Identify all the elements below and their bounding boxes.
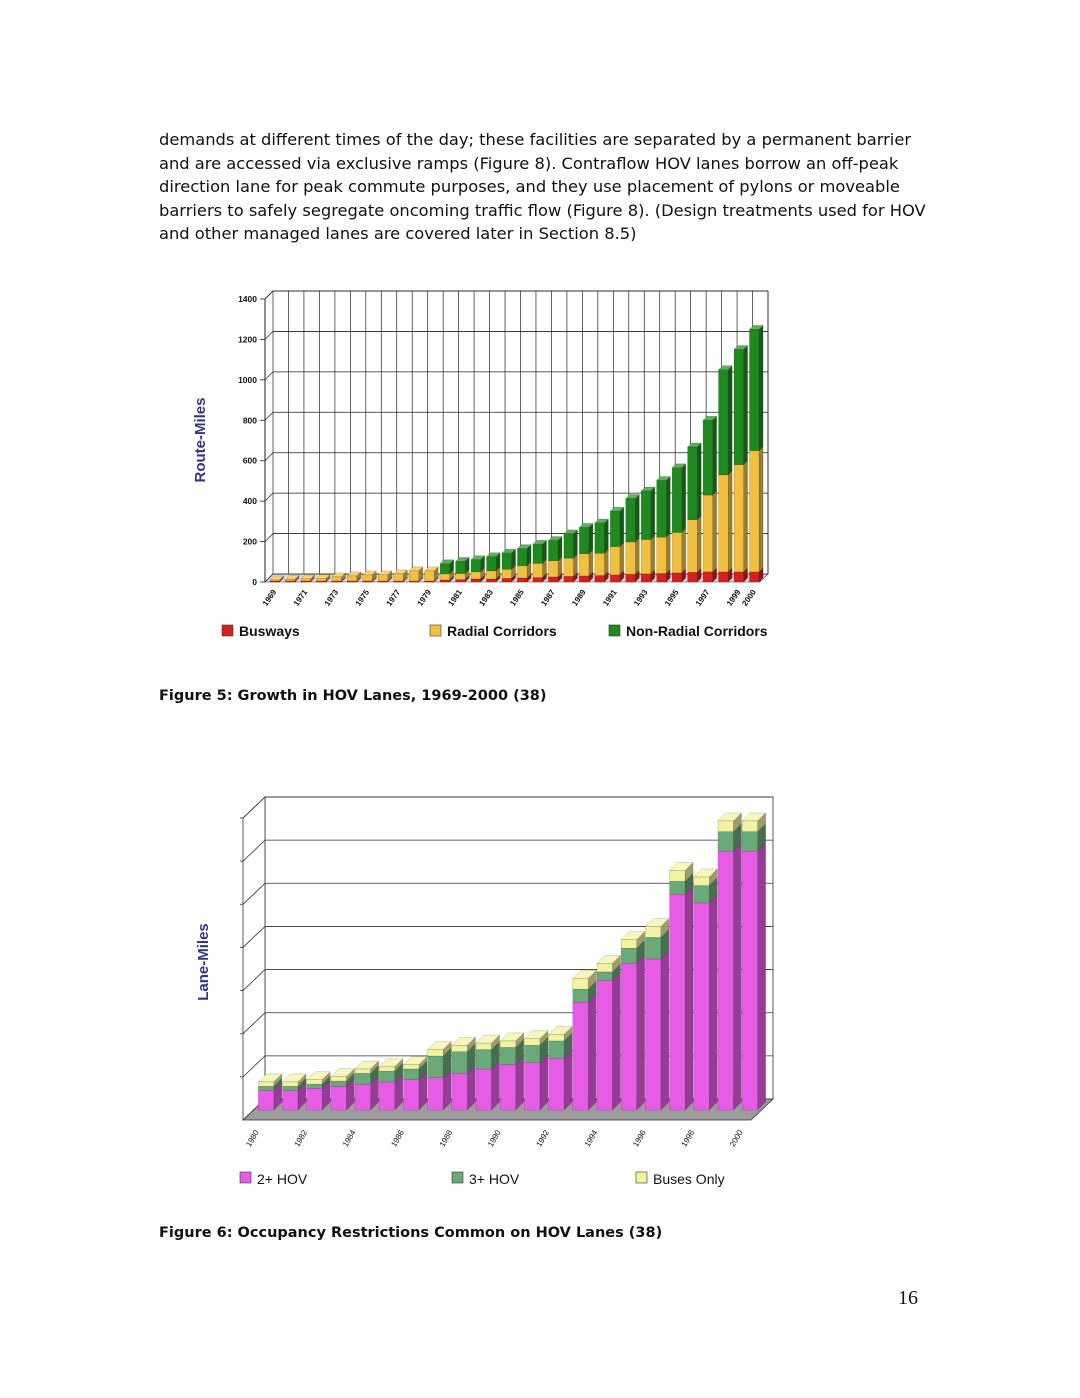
chart2-legend-label: 2+ HOV [257,1171,308,1187]
chart2-bar-2-hov1999-side [733,843,741,1110]
chart2-bar-buses-only1993-front [573,978,588,989]
chart2-bar-2-hov2000-side [758,843,766,1110]
chart2-bar-buses-only1987-front [428,1050,443,1056]
chart2-bar-3-hov1982-front [307,1084,322,1088]
chart2-xtick-label: 1980 [244,1128,261,1149]
chart1-legend-label: Busways [239,623,300,639]
chart2-bar-2-hov1994 [597,973,620,1110]
chart2-xtick-label: 1986 [389,1128,406,1149]
chart2-bar-3-hov1998-front [694,886,709,903]
chart2-bar-2-hov1997 [670,886,693,1110]
chart2-bar-2-hov1996-front [645,959,660,1110]
chart2-bar-2-hov1994-front [597,981,612,1110]
chart2-bar-buses-only1990-front [500,1041,515,1047]
chart2-bar-2-hov1996 [645,951,668,1110]
chart2-bar-2-hov1981-front [283,1091,298,1110]
figure-5-caption: Figure 5: Growth in HOV Lanes, 1969-2000 (38) [159,688,547,704]
chart2-bar-2-hov1999-front [718,851,733,1110]
chart2-xtick-label: 1988 [437,1128,455,1149]
chart2-left-wall [243,797,265,1120]
chart1-ytick-label: 1200 [238,334,257,345]
chart2-bar-3-hov1984-front [355,1073,370,1084]
page-number: 16 [898,1287,918,1309]
chart2-bar-3-hov1981-front [283,1086,298,1090]
chart2-bar-3-hov1993-front [573,989,588,1002]
chart1-ytick-label: 1400 [238,294,257,304]
chart2-bar-3-hov1996-front [645,937,660,959]
chart2-bar-buses-only1996-front [645,927,660,938]
chart2-bar-3-hov2000-front [742,832,757,851]
chart2-xtick-label: 1998 [679,1128,697,1149]
chart2-bar-2-hov1994-side [613,973,621,1110]
chart2-bar-2-hov1997-side [685,886,693,1110]
chart2-bar-3-hov1987-front [428,1056,443,1078]
chart2-bar-2-hov1987-front [428,1078,443,1110]
chart2-bar-2-hov1991-side [540,1055,548,1110]
chart2-bar-2-hov1992-front [549,1058,564,1110]
chart2-bar-3-hov1995-front [621,948,636,963]
chart1-xtick-label: 2000 [740,587,758,608]
chart2-bar-3-hov1986-front [403,1069,418,1080]
chart1-xtick-label: 1989 [570,587,588,608]
chart2-bar-2-hov2000 [742,843,765,1110]
chart2-bar-3-hov1990-front [500,1047,515,1064]
chart2-bar-buses-only1980-front [258,1082,273,1086]
chart2-legend-swatch [636,1172,647,1183]
chart2-bar-buses-only2000-front [742,821,757,832]
chart2-bar-buses-only1986-front [403,1065,418,1069]
chart2-bar-buses-only1989-front [476,1043,491,1049]
chart2-bar-3-hov1980-front [258,1086,273,1090]
chart2-bar-2-hov1991 [524,1055,547,1110]
chart2-bar-2-hov1999 [718,843,741,1110]
chart2-xtick-label: 1984 [340,1128,358,1149]
chart2-bar-3-hov1983-front [331,1081,346,1086]
chart1-xtick-label: 1971 [291,587,310,608]
chart2-legend-swatch [240,1172,251,1183]
chart2-bar-2-hov1998-front [694,903,709,1110]
chart2-bar-2-hov1993 [573,994,596,1110]
chart2-bar-3-hov1992-front [549,1041,564,1058]
chart1-xtick-label: 1973 [322,587,341,608]
chart1-xtick-label: 1995 [662,587,681,608]
chart2-bar-2-hov1982-front [307,1088,322,1110]
chart1-xtick-label: 1999 [724,587,743,608]
chart1-ytick-label: 600 [242,455,257,466]
chart2-bar-buses-only1983-front [331,1077,346,1081]
chart2-bar-2-hov1997-front [670,894,685,1110]
chart2-bar-2-hov1983-front [331,1086,346,1110]
chart2-bar-2-hov1992 [549,1050,572,1110]
chart2-bar-buses-only1981-front [283,1082,298,1086]
chart2-xtick-label: 2000 [727,1128,745,1149]
chart2-bar-2-hov1980-front [258,1091,273,1110]
chart1-xtick-label: 1981 [446,587,464,608]
chart2-legend-label: Buses Only [653,1171,725,1187]
chart2-xtick-label: 1994 [582,1128,600,1149]
chart2-bar-3-hov1988-front [452,1052,467,1074]
chart2-bar-buses-only1994-front [597,963,612,972]
chart1-legend-label: Radial Corridors [447,623,557,639]
chart1-xtick-label: 1983 [477,587,495,608]
chart2-bar-3-hov1999-front [718,832,733,851]
chart2-bar-2-hov2000-front [742,851,757,1110]
chart2-bar-buses-only1985-front [379,1067,394,1071]
chart2-bar-buses-only1984-front [355,1069,370,1073]
chart2-bar-3-hov1994-front [597,972,612,981]
chart1-ytick-label: 800 [242,415,257,426]
chart2-bar-buses-only1988-front [452,1045,467,1051]
chart2-bar-2-hov1995 [621,955,644,1110]
chart2-bar-buses-only1995-front [621,940,636,949]
chart1-xtick-label: 1987 [539,587,557,608]
chart1-legend-label: Non-Radial Corridors [626,623,768,639]
chart1-xtick-label: 1975 [353,587,372,608]
chart1-ytick-label: 200 [242,536,257,547]
chart2-bar-buses-only1992-front [549,1035,564,1041]
chart2-bar-2-hov1995-side [637,955,645,1110]
chart2-legend-label: 3+ HOV [469,1171,520,1187]
chart2-bar-2-hov1985-front [379,1082,394,1110]
chart2-bar-buses-only1982-front [307,1080,322,1084]
chart1-ytick-label: 400 [242,496,257,507]
chart2-bar-2-hov1993-side [588,994,596,1110]
chart2-bar-buses-only1997-front [670,871,685,882]
chart2-xtick-label: 1982 [292,1128,310,1149]
chart1-xtick-label: 1985 [508,587,526,608]
chart2-bar-2-hov1998 [694,895,717,1110]
chart2-bar-buses-only1991-front [524,1039,539,1045]
chart2-bar-2-hov1995-front [621,963,636,1110]
chart1-ylabel: Route-Miles [192,397,209,483]
chart2-bar-2-hov1984-front [355,1084,370,1110]
chart2-bar-2-hov1993-front [573,1002,588,1110]
chart1-ytick-label: 1000 [238,374,257,385]
chart2-bar-2-hov1990-side [516,1057,524,1110]
chart2-bar-2-hov1992-side [564,1050,572,1110]
chart2-bar-2-hov1998-side [709,895,717,1110]
chart2-bar-2-hov1991-front [524,1063,539,1110]
chart2-bar-2-hov1990-front [500,1065,515,1110]
chart2-xtick-label: 1990 [486,1128,503,1149]
chart1-ytick-label: 0 [252,577,257,587]
chart2-bar-2-hov1996-side [661,951,669,1110]
chart1-xtick-label: 1977 [384,587,403,608]
chart2-bar-3-hov1985-front [379,1071,394,1082]
chart1-xtick-label: 1997 [693,587,712,608]
chart2-ylabel: Lane-Miles [195,923,212,1001]
chart1-xtick-label: 1993 [632,587,650,608]
chart1-xtick-label: 1979 [415,587,434,608]
figure-6-caption: Figure 6: Occupancy Restrictions Common on HOV Lanes (38) [159,1225,663,1241]
chart2-xtick-label: 1992 [534,1128,552,1149]
chart2-bar-2-hov1989-front [476,1069,491,1110]
chart1-xtick-label: 1969 [260,587,279,608]
chart2-bar-2-hov1989-side [492,1061,500,1110]
chart2-bar-3-hov1997-front [670,881,685,894]
chart1-xtick-label: 1991 [601,587,619,608]
chart2-legend-swatch [452,1172,463,1183]
chart2-xtick-label: 1996 [631,1128,648,1149]
body-paragraph: demands at different times of the day; these facilities are separated by a permanent barrier and are accessed via exclusive ramps (Figure 8). Contraflow HOV lanes borrow an off-peak direction lane for peak commute purposes, and they use placement of pylons or moveable barriers to safely segregate oncoming traffic flow (Figure 8). (Design treatments used for HOV and other managed lanes are covered later in Section 8.5) [159,130,926,244]
chart2-bar-3-hov1989-front [476,1050,491,1069]
chart2-bar-3-hov1991-front [524,1045,539,1062]
chart2-bar-2-hov1988-front [452,1073,467,1110]
chart2-bar-buses-only1998-front [694,877,709,886]
chart2-bar-2-hov1986-front [403,1080,418,1110]
chart2-bar-buses-only1999-front [718,821,733,832]
